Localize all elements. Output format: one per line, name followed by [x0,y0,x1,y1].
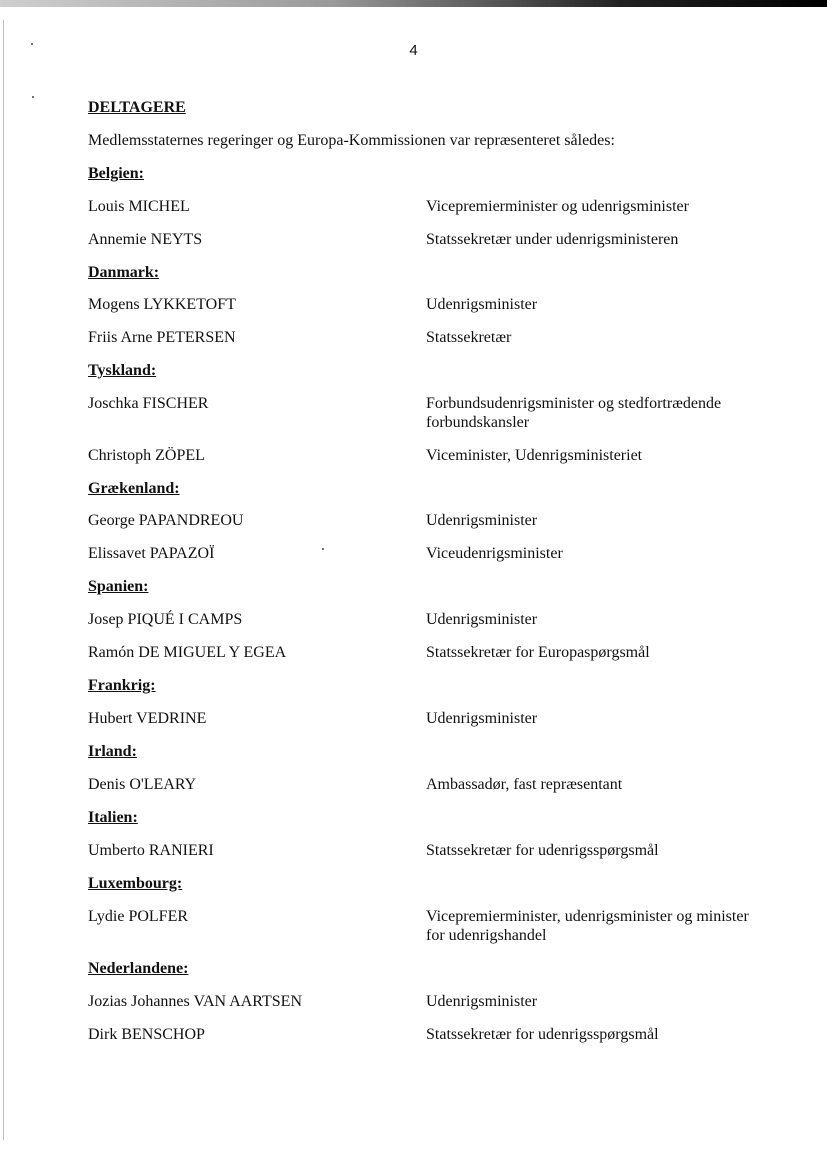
section-title: DELTAGERE [88,99,186,116]
participant-name: Denis O'LEARY [88,776,197,793]
page-number: 4 [409,42,418,59]
country-heading: Spanien: [88,578,149,595]
participant-role: Statssekretær for udenrigsspørgsmål [426,842,659,859]
participant-name: Ramón DE MIGUEL Y EGEA [88,644,287,661]
participant-name: Annemie NEYTS [88,231,203,248]
participant-name: Joschka FISCHER [88,395,209,412]
scan-speck [32,96,34,98]
participant-role: Udenrigsminister [426,611,538,628]
country-heading: Luxembourg: [88,875,183,892]
country-heading: Grækenland: [88,480,180,497]
country-heading: Frankrig: [88,677,156,694]
participant-role: Viceudenrigsminister [426,545,563,562]
participant-name: Josep PIQUÉ I CAMPS [88,611,243,628]
country-heading: Danmark: [88,264,160,281]
participant-role: Statssekretær for Europaspørgsmål [426,644,650,661]
scan-edge-left [3,20,4,1140]
country-heading: Tyskland: [88,362,157,379]
participant-role: Vicepremierminister, udenrigsminister og minister for udenrigshandel [426,908,749,944]
participant-name: Lydie POLFER [88,908,189,925]
participant-name: Louis MICHEL [88,198,190,215]
participant-name: Hubert VEDRINE [88,710,207,727]
country-heading: Belgien: [88,165,144,182]
participant-name: Umberto RANIERI [88,842,214,859]
participant-name: Jozias Johannes VAN AARTSEN [88,993,303,1010]
participant-role: Udenrigsminister [426,993,538,1010]
participant-role: Statssekretær for udenrigsspørgsmål [426,1026,659,1043]
participant-role: Udenrigsminister [426,296,538,313]
participant-role: Statssekretær [426,329,512,346]
participant-role: Ambassadør, fast repræsentant [426,776,623,793]
participant-name: Dirk BENSCHOP [88,1026,205,1043]
participant-role: Forbundsudenrigsminister og stedfortrædende forbundskansler [426,395,722,431]
participant-role: Statssekretær under udenrigsministeren [426,231,679,248]
participant-role: Vicepremierminister og udenrigsminister [426,198,689,215]
participant-name: Mogens LYKKETOFT [88,296,236,313]
participant-name: George PAPANDREOU [88,512,244,529]
country-heading: Italien: [88,809,138,826]
scan-edge-top [0,0,827,7]
participant-name: Christoph ZÖPEL [88,447,205,464]
participant-name: Friis Arne PETERSEN [88,329,236,346]
participant-role: Viceminister, Udenrigsministeriet [426,447,643,464]
participant-role: Udenrigsminister [426,512,538,529]
country-heading: Irland: [88,743,137,760]
participant-role: Udenrigsminister [426,710,538,727]
participant-name: Elissavet PAPAZOÏ [88,545,215,562]
country-heading: Nederlandene: [88,960,189,977]
intro-text: Medlemsstaternes regeringer og Europa-Kommissionen var repræsenteret således: [88,132,615,149]
